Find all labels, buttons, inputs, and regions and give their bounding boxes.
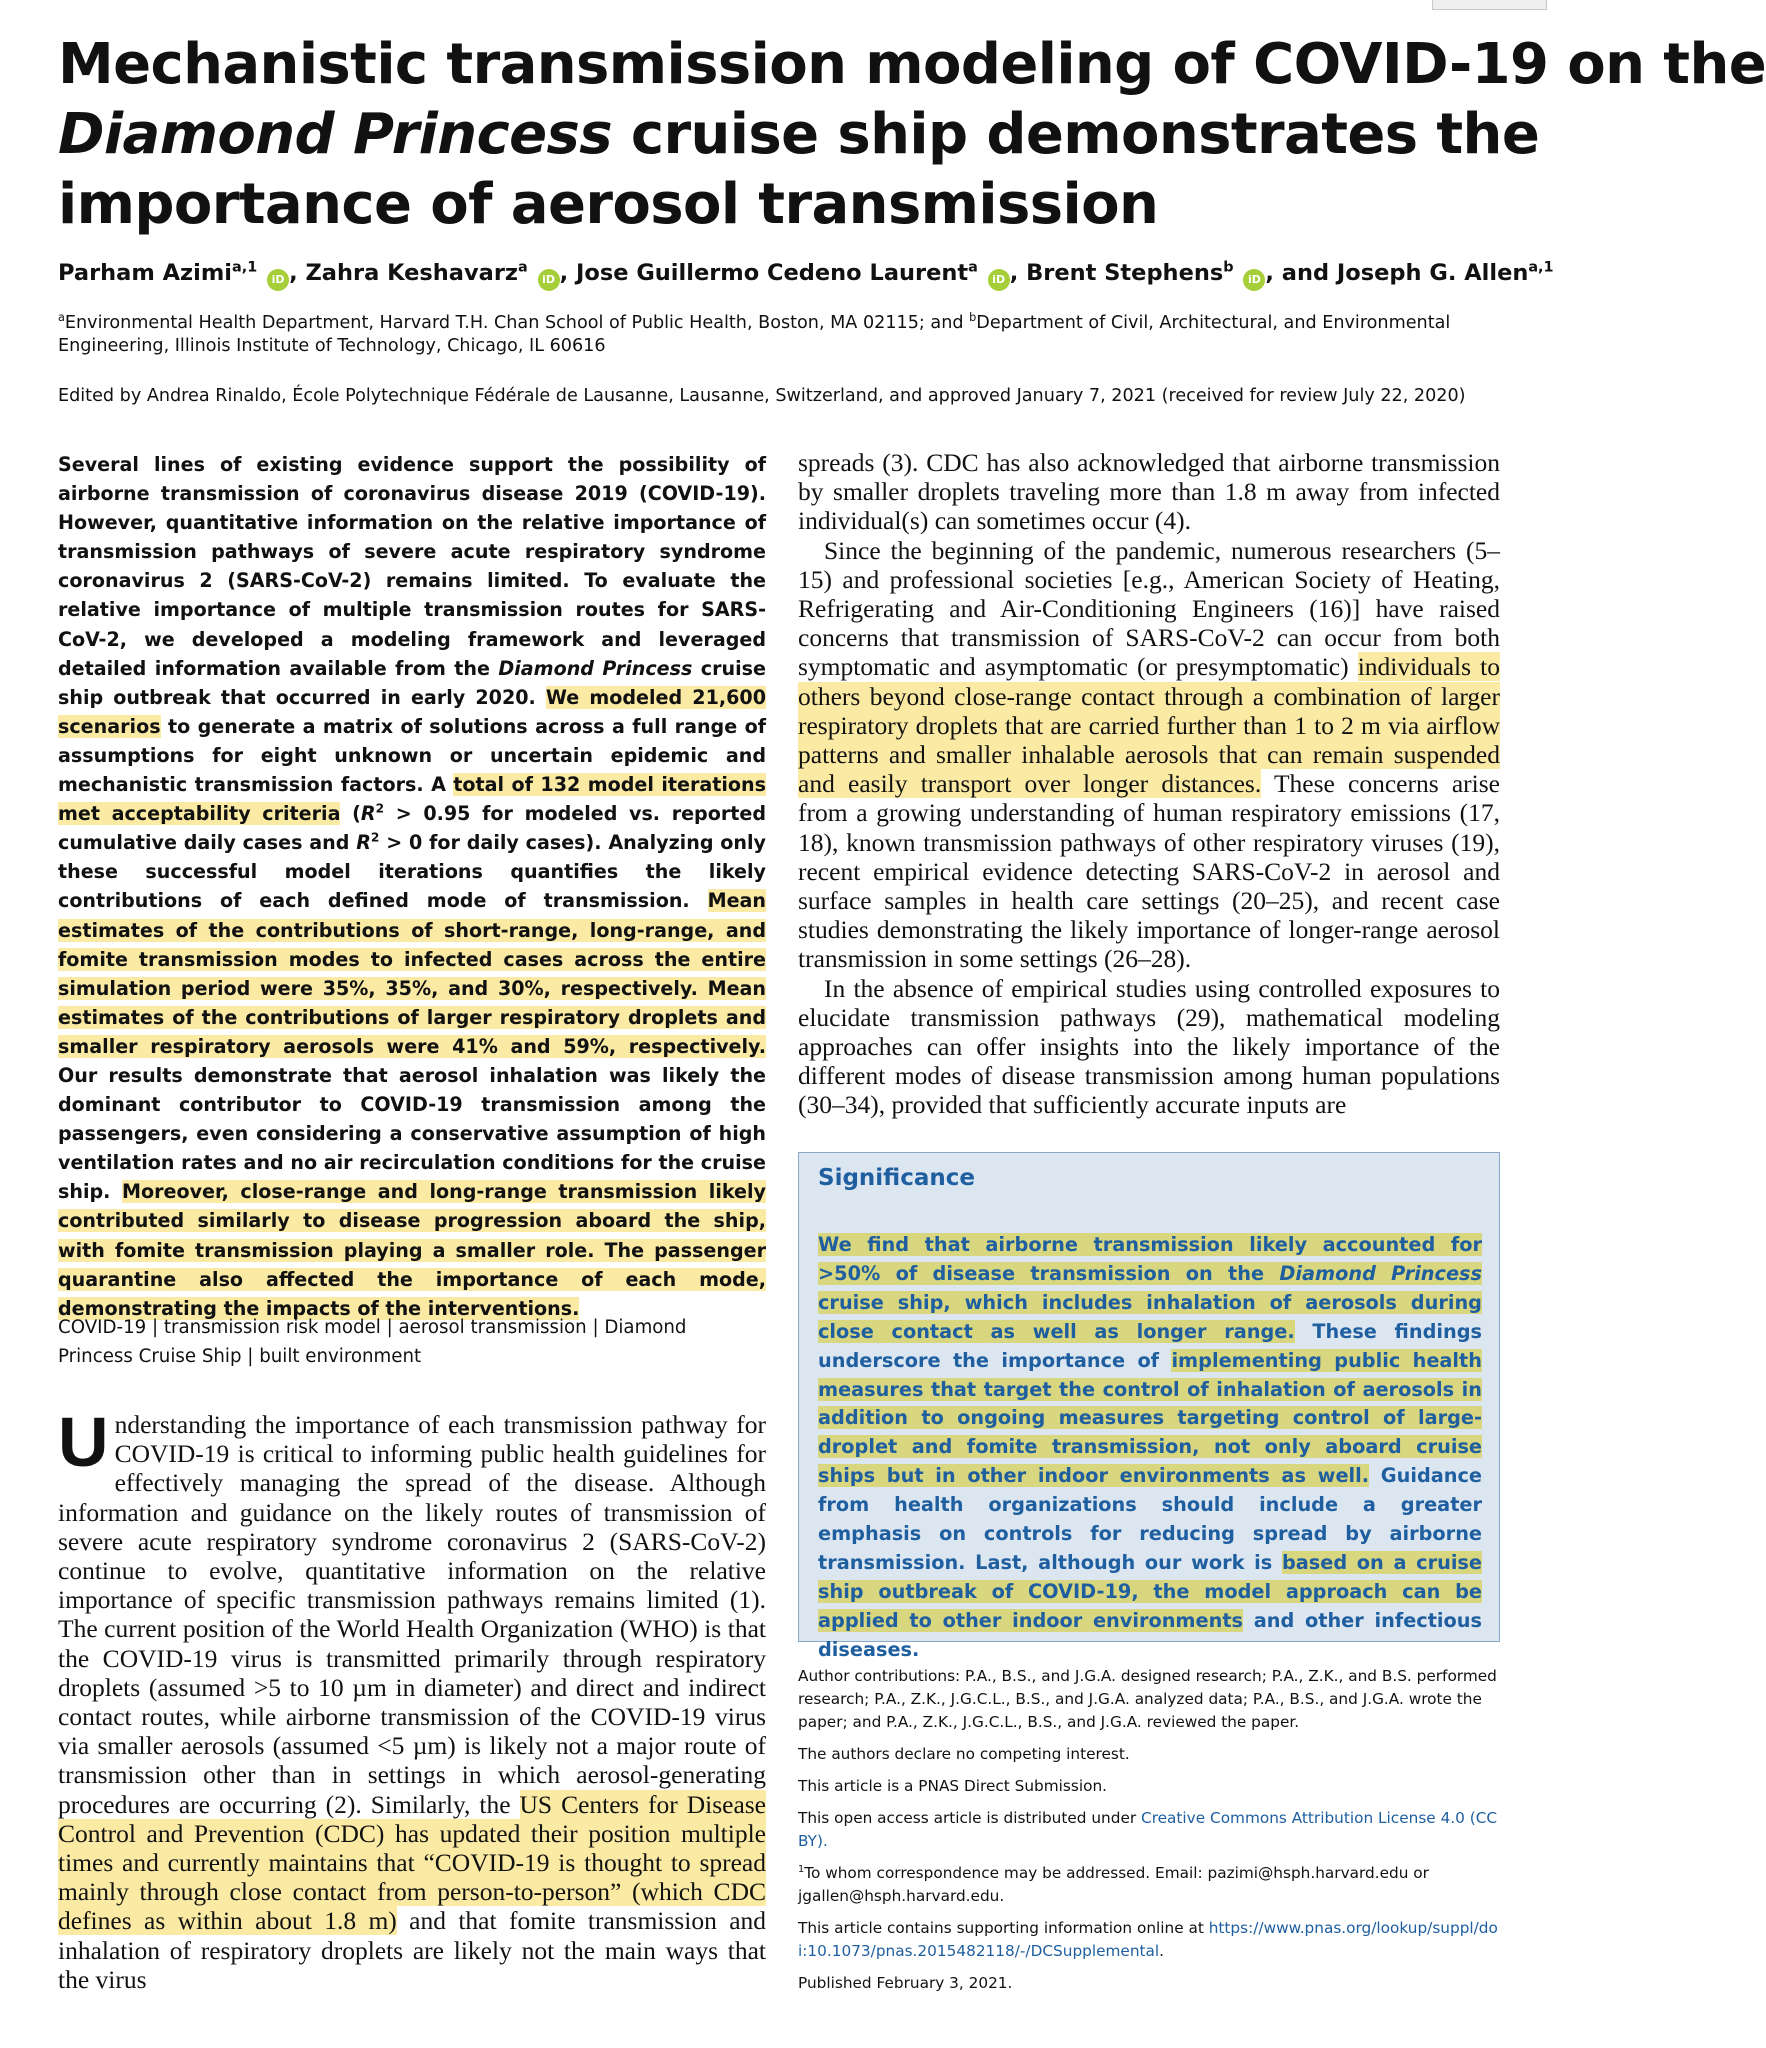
significance-highlight: implementing public health measures that target the control of inhalation of aerosols in addition to ongoing measures targeting control of large-droplet and fomite transmission, not only aboard cruise ships but in other indoor environments as well. [818,1348,1482,1488]
body-highlight: individuals to others beyond close-range contact through a combination of larger respiratory droplets that are carried further than 1 to 2 m via airflow patterns and smaller inhalable aerosols that can remain suspended and easily transport over longer distances. [798,652,1501,799]
abstract-text: cruise ship outbreak that occurred in early 2020. [58,656,766,709]
significance-plain: These findings underscore the importance of [818,1319,1482,1372]
page-corner-tab [1432,0,1547,10]
body-paragraph: In the absence of empirical studies using controlled exposures to elucidate transmission pathways (29), mathematical modeling approaches can offer insights into the likely importance of the different modes of disease transmission among human populations (30–34), provided that sufficiently accurate inputs are [798,973,1500,1120]
significance-plain: and other infectious diseases. [818,1608,1482,1661]
author-affil-sup: a [968,259,978,276]
title-line-1: Mechanistic transmission modeling of COVID-19 on the [58,32,1766,97]
significance-title: Significance [818,1165,975,1191]
abstract-ship-name: Diamond Princess [498,656,693,680]
significance-plain: Guidance from health organizations should include a greater emphasis on controls for reducing spread by airborne transmission. Last, although our work is [818,1464,1483,1574]
author-affil-sup: a,1 [1528,259,1554,276]
abstract-text: ( [340,802,361,826]
significance-text [818,1231,1482,1665]
correspondence-note [798,1862,1500,1908]
article-title [58,30,1766,240]
orcid-icon[interactable]: iD [1243,269,1265,291]
author-name[interactable]: and Joseph G. Allen [1281,260,1529,286]
keywords: COVID-19 | transmission risk model | aerosol transmission | Diamond Princess Cruise Ship | built environment [58,1317,687,1367]
supplement-text: . [1159,1942,1165,1960]
title-line-3: importance of aerosol transmission [58,172,1159,237]
author-name[interactable]: Brent Stephens [1026,260,1224,286]
intro-highlight: US Centers for Disease Control and Prevention (CDC) has updated their position multiple times and currently maintains that “COVID-19 is thought to spread mainly through close contact from person-to-person” (which CDC defines as within about 1.8 m) [58,1789,767,1936]
correspondence-sup: 1 [798,1863,805,1875]
orcid-icon[interactable]: iD [538,269,560,291]
license-note [798,1807,1500,1853]
abstract [58,450,766,1323]
affiliations [58,312,1508,358]
title-line-2-rest: cruise ship demonstrates the [611,102,1540,167]
orcid-icon[interactable]: iD [988,269,1010,291]
supplement-text: This article contains supporting information online at [798,1919,1209,1937]
author-name[interactable]: Jose Guillermo Cedeno Laurent [576,260,969,286]
title-line-2 [58,100,1540,170]
edited-by: Edited by Andrea Rinaldo, École Polytechnique Fédérale de Lausanne, Lausanne, Switzerland, and approved January 7, 2021 (received for review July 22, 2020) [58,386,1466,406]
competing-interest: The authors declare no competing interest. [798,1745,1130,1763]
r-squared-symbol: R [360,802,376,826]
title-ship-name: Diamond Princess [58,102,612,167]
published-date: Published February 3, 2021. [798,1974,1013,1992]
affil-b-sup: b [969,311,977,325]
footnotes [798,1665,1500,2004]
supplement-note [798,1917,1500,1963]
abstract-highlight: Mean estimates of the contributions of short-range, long-range, and fomite transmission modes to infected cases across the entire simulation period were 35%, 35%, and 30%, respectively. Mean estimates of the contributions of larger respiratory droplets and smaller respiratory aerosols were 41% and 59%, respectively. [58,889,766,1058]
submission-note: This article is a PNAS Direct Submission. [798,1777,1108,1795]
author-name[interactable]: Parham Azimi [58,260,233,286]
r-squared-exponent: 2 [375,801,385,816]
drop-cap: U [58,1403,109,1481]
r-squared-exponent: 2 [370,830,380,845]
intro-paragraph [58,1403,767,1994]
license-text: This open access article is distributed under [798,1809,1142,1827]
author-name[interactable]: Zahra Keshavarz [305,260,519,286]
abstract-text: > 0.95 for modeled vs. reported cumulative daily cases and [58,802,767,855]
orcid-icon[interactable]: iD [267,269,289,291]
significance-highlight: >50% of disease transmission on the [818,1261,1280,1285]
author-contributions: Author contributions: P.A., B.S., and J.G.A. designed research; P.A., Z.K., and B.S. performed research; P.A., Z.K., J.G.C.L., B.S., and J.G.A. analyzed data; P.A., B.S., and J.G.A. wrote the paper; and P.A., Z.K., J.G.C.L., B.S., and J.G.A. reviewed the paper. [798,1667,1497,1731]
abstract-text: to generate a matrix of solutions across a full range of assumptions for eight unknown or uncertain epidemic and mechanistic transmission factors. A [58,714,766,797]
intro-text: and that fomite transmission and inhalation of respiratory droplets are likely not the main ways that the virus [58,1906,767,1994]
supplement-link[interactable]: https://www.pnas.org/lookup/suppl/doi:10.1073/pnas.2015482118/-/DCSupplemental [798,1919,1498,1960]
body-text: These concerns arise from a growing understanding of human respiratory emissions (17, 18), known transmission pathways of other respiratory viruses (19), recent empirical evidence detecting SARS-CoV-2 in aerosol and surface samples in health care settings (20–25), and recent case studies demonstrating the likely importance of longer-range aerosol transmission in some settings (26–28). [798,769,1500,974]
affil-b: Department of Civil, Architectural, and Environmental Engineering, Illinois Institute of Technology, Chicago, IL 60616 [58,313,1451,356]
abstract-highlight: total of 132 model iterations met acceptability criteria [58,773,766,826]
body-paragraph: spreads (3). CDC has also acknowledged that airborne transmission by smaller droplets traveling more than 1.8 m away from infected individual(s) can sometimes occur (4). [798,448,1500,536]
author-affil-sup: a,1 [232,259,258,276]
body-paragraph [798,536,1500,974]
license-link[interactable]: Creative Commons Attribution License 4.0 (CC BY). [798,1809,1498,1850]
author-list: Parham Azimi$^{a,1}$ iD , Zahra Keshavarz$^a$ iD , Jose Guillermo Cedeno Laurent$^a$ iD , Brent Stephens$^b$ iD , and Joseph G. Allen$^{a,1}$ [58,258,1518,291]
author-affil-sup: b [1223,259,1234,276]
significance-highlight: based on a cruise ship outbreak of COVID-19, the model approach can be applied to other indoor environments [818,1550,1482,1632]
abstract-text: Several lines of existing evidence support the possibility of airborne transmission of coronavirus disease 2019 (COVID-19). However, quantitative information on the relative importance of transmission pathways of severe acute respiratory syndrome coronavirus 2 (SARS-CoV-2) remains limited. To evaluate the relative importance of multiple transmission routes for SARS-CoV-2, we developed a modeling framework and leveraged detailed information available from the [58,453,766,680]
correspondence-text: To whom correspondence may be addressed. Email: pazimi@hsph.harvard.edu or jgallen@hsph.harvard.edu. [798,1864,1429,1905]
author-affil-sup: a [518,259,528,276]
affil-a-sup: a [58,311,65,325]
abstract-highlight: We modeled 21,600 scenarios [58,685,766,738]
intro-text: nderstanding the importance of each transmission pathway for COVID-19 is critical to informing public health guidelines for effectively managing the spread of the disease. Although information and guidance on the likely routes of transmission of severe acute respiratory syndrome coronavirus 2 (SARS-CoV-2) continue to evolve, quantitative information on the relative importance of specific transmission pathways remains limited (1). The current position of the World Health Organization (WHO) is that the COVID-19 virus is transmitted primarily through respiratory droplets (assumed >5 to 10 µm in diameter) and direct and indirect contact routes, while airborne transmission of the COVID-19 virus via smaller aerosols (assumed <5 µm) is likely not a major route of transmission other than in settings in which aerosol-generating procedures are occurring (2). Similarly, the [58,1410,766,1819]
right-column-body [798,448,1500,1120]
abstract-text: Our results demonstrate that aerosol inhalation was likely the dominant contributor to COVID-19 transmission among the passengers, even considering a conservative assumption of high ventilation rates and no air recirculation conditions for the cruise ship. [58,1063,766,1204]
body-text: Since the beginning of the pandemic, numerous researchers (5–15) and professional societies [e.g., American Society of Heating, Refrigerating and Air-Conditioning Engineers (16)] have raised concerns that transmission of SARS-CoV-2 can occur from both symptomatic and asymptomatic (or presymptomatic) [798,535,1500,682]
abstract-highlight: Moreover, close-range and long-range transmission likely contributed similarly to disease progression aboard the ship, with fomite transmission playing a smaller role. The passenger quarantine also affected the importance of each mode, demonstrating the impacts of the interventions. [58,1180,766,1320]
significance-highlight: cruise ship, which includes inhalation of aerosols during close contact as well as longer range. [818,1290,1482,1343]
significance-ship-name: Diamond Princess [1279,1261,1482,1285]
significance-highlight: We find that airborne transmission likely accounted for [818,1233,1482,1256]
r-squared-symbol: R [356,831,371,855]
affil-a: Environmental Health Department, Harvard T.H. Chan School of Public Health, Boston, MA 02115; and [64,313,970,333]
abstract-text: > 0 for daily cases). Analyzing only these successful model iterations quantifies the likely contributions of each defined mode of transmission. [58,831,766,913]
